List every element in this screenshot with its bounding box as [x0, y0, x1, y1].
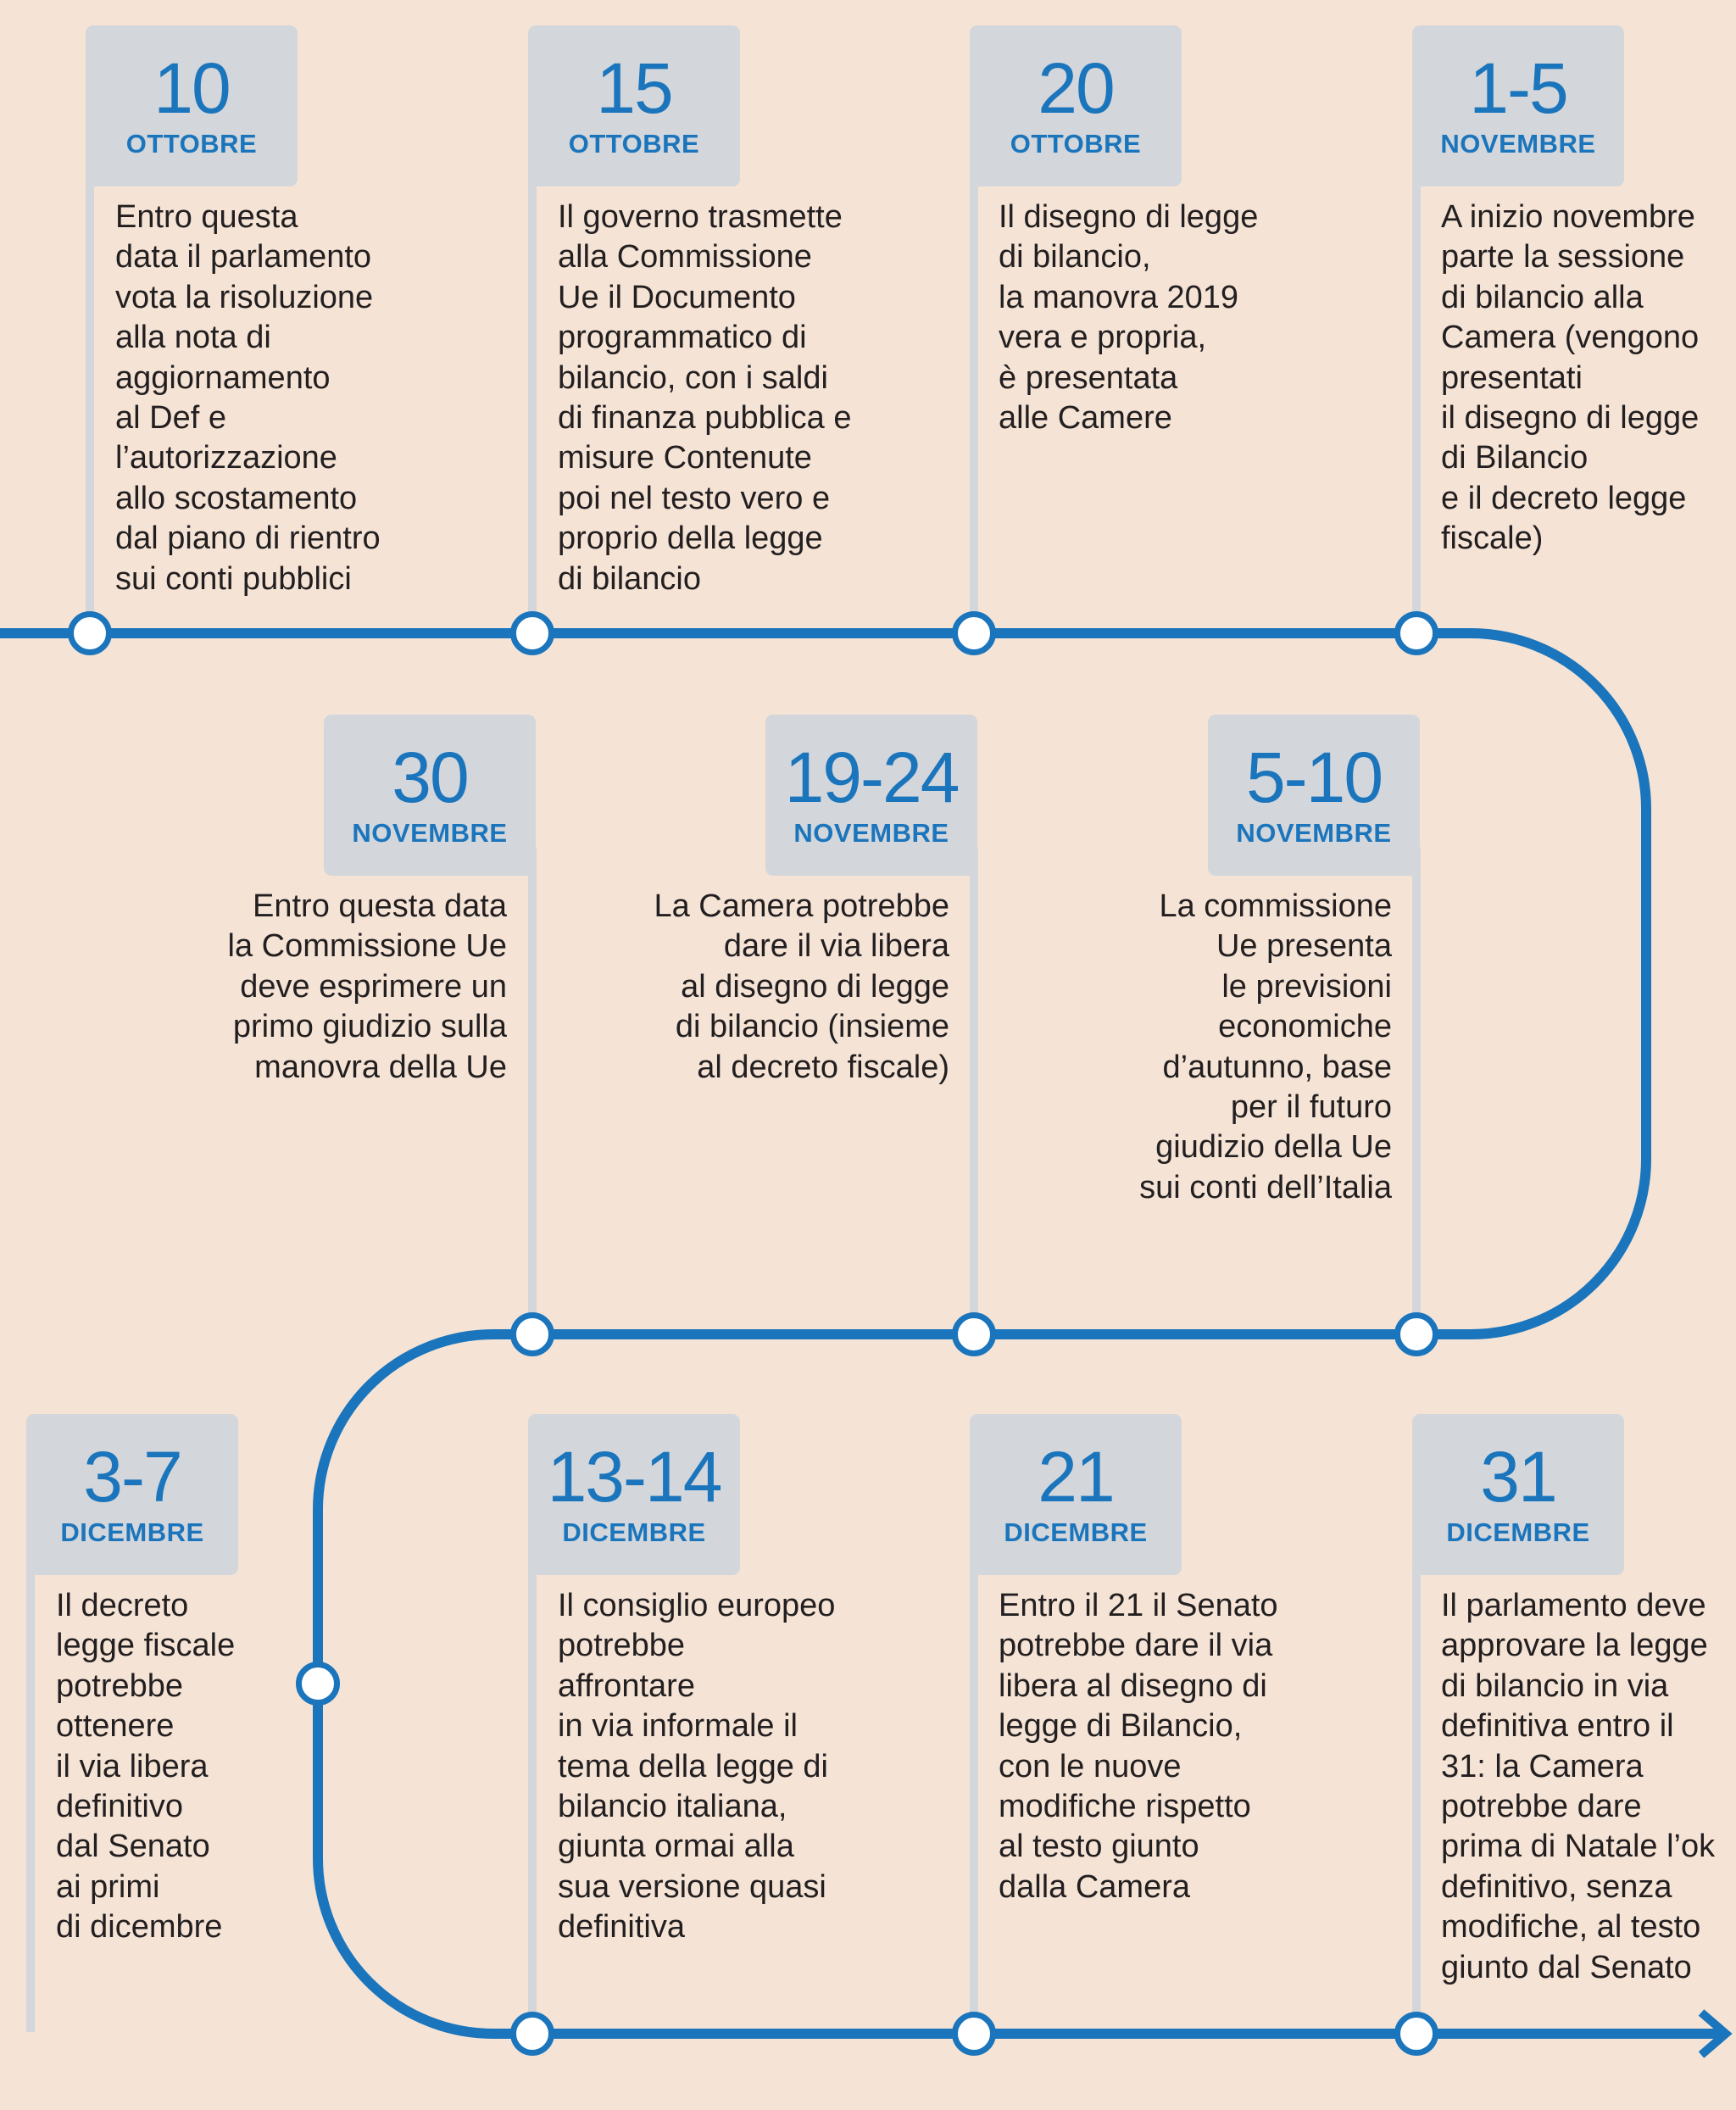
date-day: 3-7 [83, 1437, 181, 1517]
date-day: 5-10 [1245, 738, 1383, 817]
event-description: La commissione Ue presenta le previsioni economiche d’autunno, base per il futuro giudizio della Ue sui conti dell’Italia [1139, 888, 1392, 1205]
event-description: Il disegno di legge di bilancio, la manovra 2019 vera e propria, è presentata alle Camere [999, 199, 1259, 437]
event-stem [86, 170, 94, 633]
date-tab [765, 715, 977, 876]
date-tab [528, 1414, 740, 1575]
event-description: Entro questa data la Commissione Ue deve esprimere un primo giudizio sulla manovra della Ue [227, 888, 507, 1085]
date-month: NOVEMBRE [793, 818, 949, 848]
timeline-node [1394, 1312, 1438, 1356]
event-description: Entro il 21 il Senato potrebbe dare il via libera al disegno di legge di Bilancio, con le nuove modifiche rispetto al testo giunto dalla Camera [999, 1588, 1278, 1905]
event-description: A inizio novembre parte la sessione di bilancio alla Camera (vengono presentati il disegno di legge di Bilancio e il decreto legge fiscale) [1441, 199, 1700, 557]
date-day: 20 [1038, 48, 1114, 128]
event-stem [528, 1568, 537, 2034]
event-stem [1412, 170, 1421, 633]
date-day: 19-24 [784, 738, 959, 817]
timeline-node [952, 2012, 996, 2056]
date-tab [324, 715, 536, 876]
event-description: Entro questa data il parlamento vota la risoluzione alla nota di aggiornamento al Def e l’autorizzazione allo scostamento dal piano di rientro sui conti pubblici [115, 199, 381, 597]
date-month: NOVEMBRE [1236, 818, 1392, 848]
date-tab [970, 1414, 1182, 1575]
date-day: 13-14 [547, 1437, 721, 1517]
timeline-node [510, 2012, 554, 2056]
date-month: OTTOBRE [125, 129, 258, 159]
timeline-node [510, 1312, 554, 1356]
event-stem [528, 170, 537, 633]
date-day: 15 [596, 48, 672, 128]
event-stem [528, 848, 537, 1334]
date-tab [970, 25, 1182, 187]
timeline-node [510, 611, 554, 655]
date-month: NOVEMBRE [352, 818, 508, 848]
event-description: La Camera potrebbe dare il via libera al disegno di legge di bilancio (insieme al decreto fiscale) [654, 888, 949, 1085]
date-day: 1-5 [1469, 48, 1567, 128]
date-tab [1412, 25, 1624, 187]
date-month: DICEMBRE [562, 1517, 706, 1547]
event-description: Il parlamento deve approvare la legge di bilancio in via definitiva entro il 31: la Camera potrebbe dare prima di Natale l’ok definitivo, senza modifiche, al testo giunto dal Senato [1441, 1588, 1716, 1985]
event-stem [970, 1568, 978, 2034]
event-stem [1412, 848, 1421, 1334]
date-tab [1412, 1414, 1624, 1575]
date-month: DICEMBRE [1004, 1517, 1148, 1547]
date-month: DICEMBRE [1446, 1517, 1590, 1547]
event-stem [26, 1568, 35, 2032]
timeline-node [296, 1662, 340, 1706]
event-stem [1412, 1568, 1421, 2034]
date-month: OTTOBRE [1010, 129, 1142, 159]
event-stem [970, 170, 978, 633]
timeline-node [952, 611, 996, 655]
timeline-node [68, 611, 112, 655]
date-tab [26, 1414, 238, 1575]
timeline-node [1394, 2012, 1438, 2056]
timeline-node [1394, 611, 1438, 655]
date-month: OTTOBRE [568, 129, 700, 159]
event-description: Il consiglio europeo potrebbe affrontare in via informale il tema della legge di bilancio italiana, giunta ormai alla sua versione quasi definitiva [558, 1588, 836, 1946]
date-month: DICEMBRE [60, 1517, 204, 1547]
date-day: 30 [392, 738, 468, 817]
date-day: 31 [1480, 1437, 1556, 1517]
date-tab [528, 25, 740, 187]
date-day: 21 [1038, 1437, 1114, 1517]
event-stem [970, 848, 978, 1334]
date-day: 10 [153, 48, 230, 128]
event-description: Il governo trasmette alla Commissione Ue il Documento programmatico di bilancio, con i saldi di finanza pubblica e misure Contenute poi nel testo vero e proprio della legge di bilancio [558, 199, 852, 597]
event-description: Il decreto legge fiscale potrebbe ottenere il via libera definitivo dal Senato ai primi di dicembre [56, 1588, 236, 1946]
timeline-node [952, 1312, 996, 1356]
date-month: NOVEMBRE [1440, 129, 1596, 159]
date-tab [86, 25, 298, 187]
date-tab [1208, 715, 1420, 876]
